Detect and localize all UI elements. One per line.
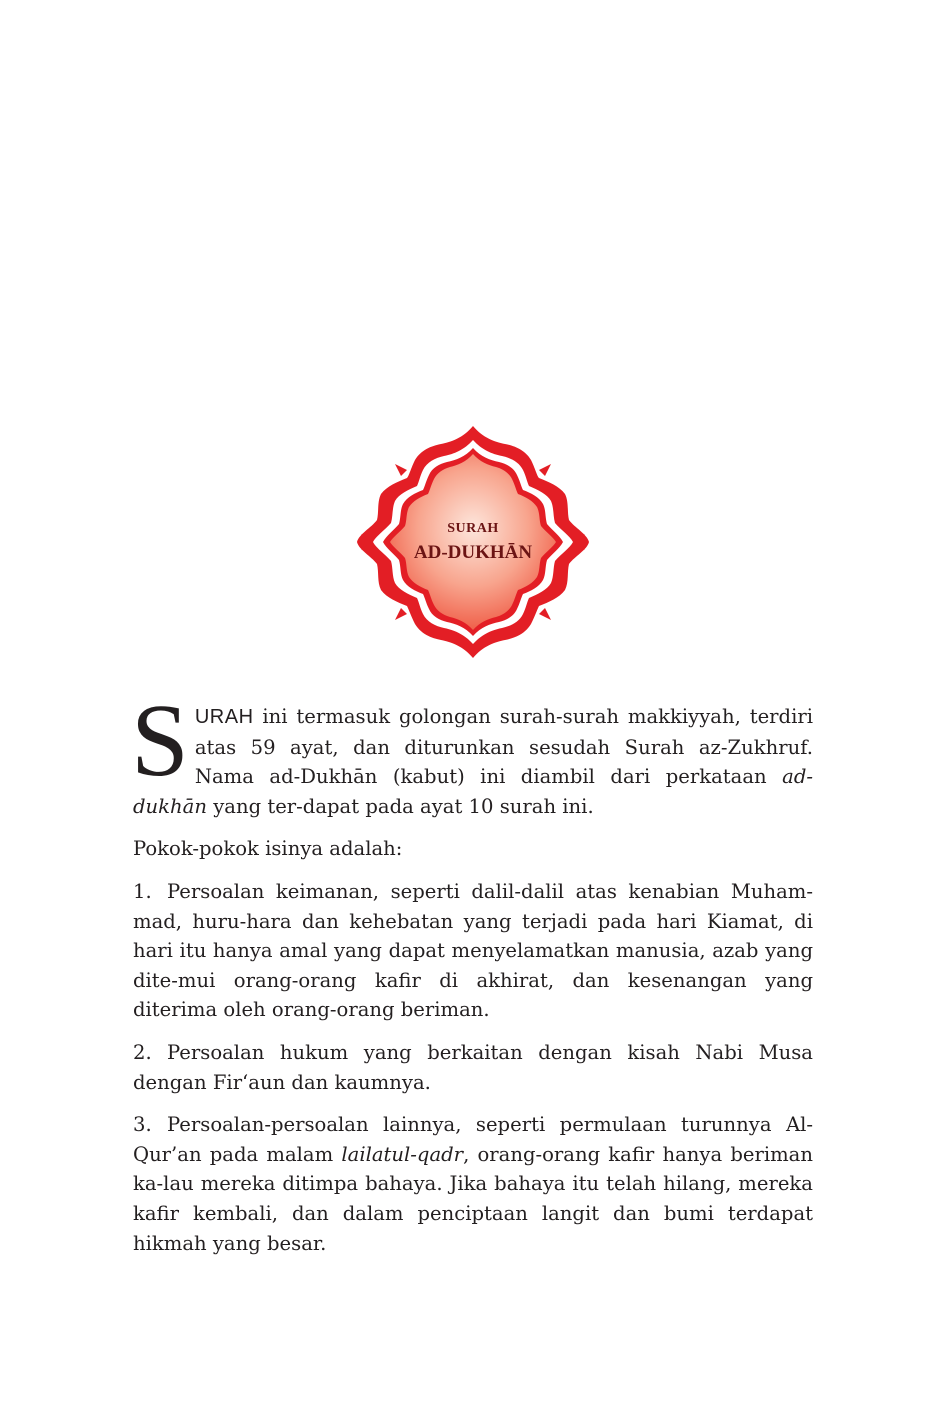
surah-emblem — [355, 424, 591, 660]
subheading: Pokok-pokok isinya adalah: — [133, 837, 403, 861]
list-item-text: Persoalan keimanan, seperti dalil-dalil atas kenabian Muham-mad, huru-hara dan kehebatan yang terjadi pada hari Kiamat, di hari itu hanya amal yang dapat menyelamatkan manusia, azab yang dite-mui orang-orang kafir di akhirat, dan kesenangan yang diterima oleh orang-orang beriman. — [133, 879, 813, 1022]
list-item-italic-term: lailatul-qadr — [341, 1142, 464, 1166]
surah-description — [131, 683, 813, 1271]
emblem-title: AD-DUKHĀN — [413, 542, 533, 563]
list-item-text-1: Persoalan-persoalan lainnya, seperti permulaan turunnya Al-Qur’an pada malam — [133, 1113, 813, 1166]
drop-cap: S — [131, 683, 189, 798]
intro-lead: URAH — [194, 706, 254, 728]
list-item-number: 2. — [133, 1040, 152, 1064]
list-item-number: 1. — [133, 879, 152, 903]
intro-text-2: yang ter-dapat pada ayat 10 surah ini. — [206, 794, 594, 818]
emblem-subtitle: SURAH — [447, 521, 499, 536]
list-item-3 — [133, 1110, 813, 1258]
list-item-number: 3. — [133, 1113, 152, 1137]
intro-paragraph — [131, 683, 813, 821]
list-item-text-2: , orang-orang kafir hanya beriman ka-lau mereka ditimpa bahaya. Jika bahaya itu telah hilang, mereka kafir kembali, dan dalam penciptaan langit dan bumi terdapat hikmah yang besar. — [133, 1142, 813, 1255]
intro-text-1: ini termasuk golongan surah-surah makkiyyah, terdiri atas 59 ayat, dan diturunkan sesudah Surah az-Zukhruf. Nama ad-Dukhān (kabut) ini diambil dari perkataan — [194, 705, 813, 789]
list-item-1 — [133, 877, 813, 1025]
list-item-2 — [133, 1038, 813, 1097]
intro-italic-term: ad-dukhān — [133, 765, 813, 818]
list-item-text: Persoalan hukum yang berkaitan dengan kisah Nabi Musa dengan Fir‘aun dan kaumnya. — [133, 1040, 813, 1094]
